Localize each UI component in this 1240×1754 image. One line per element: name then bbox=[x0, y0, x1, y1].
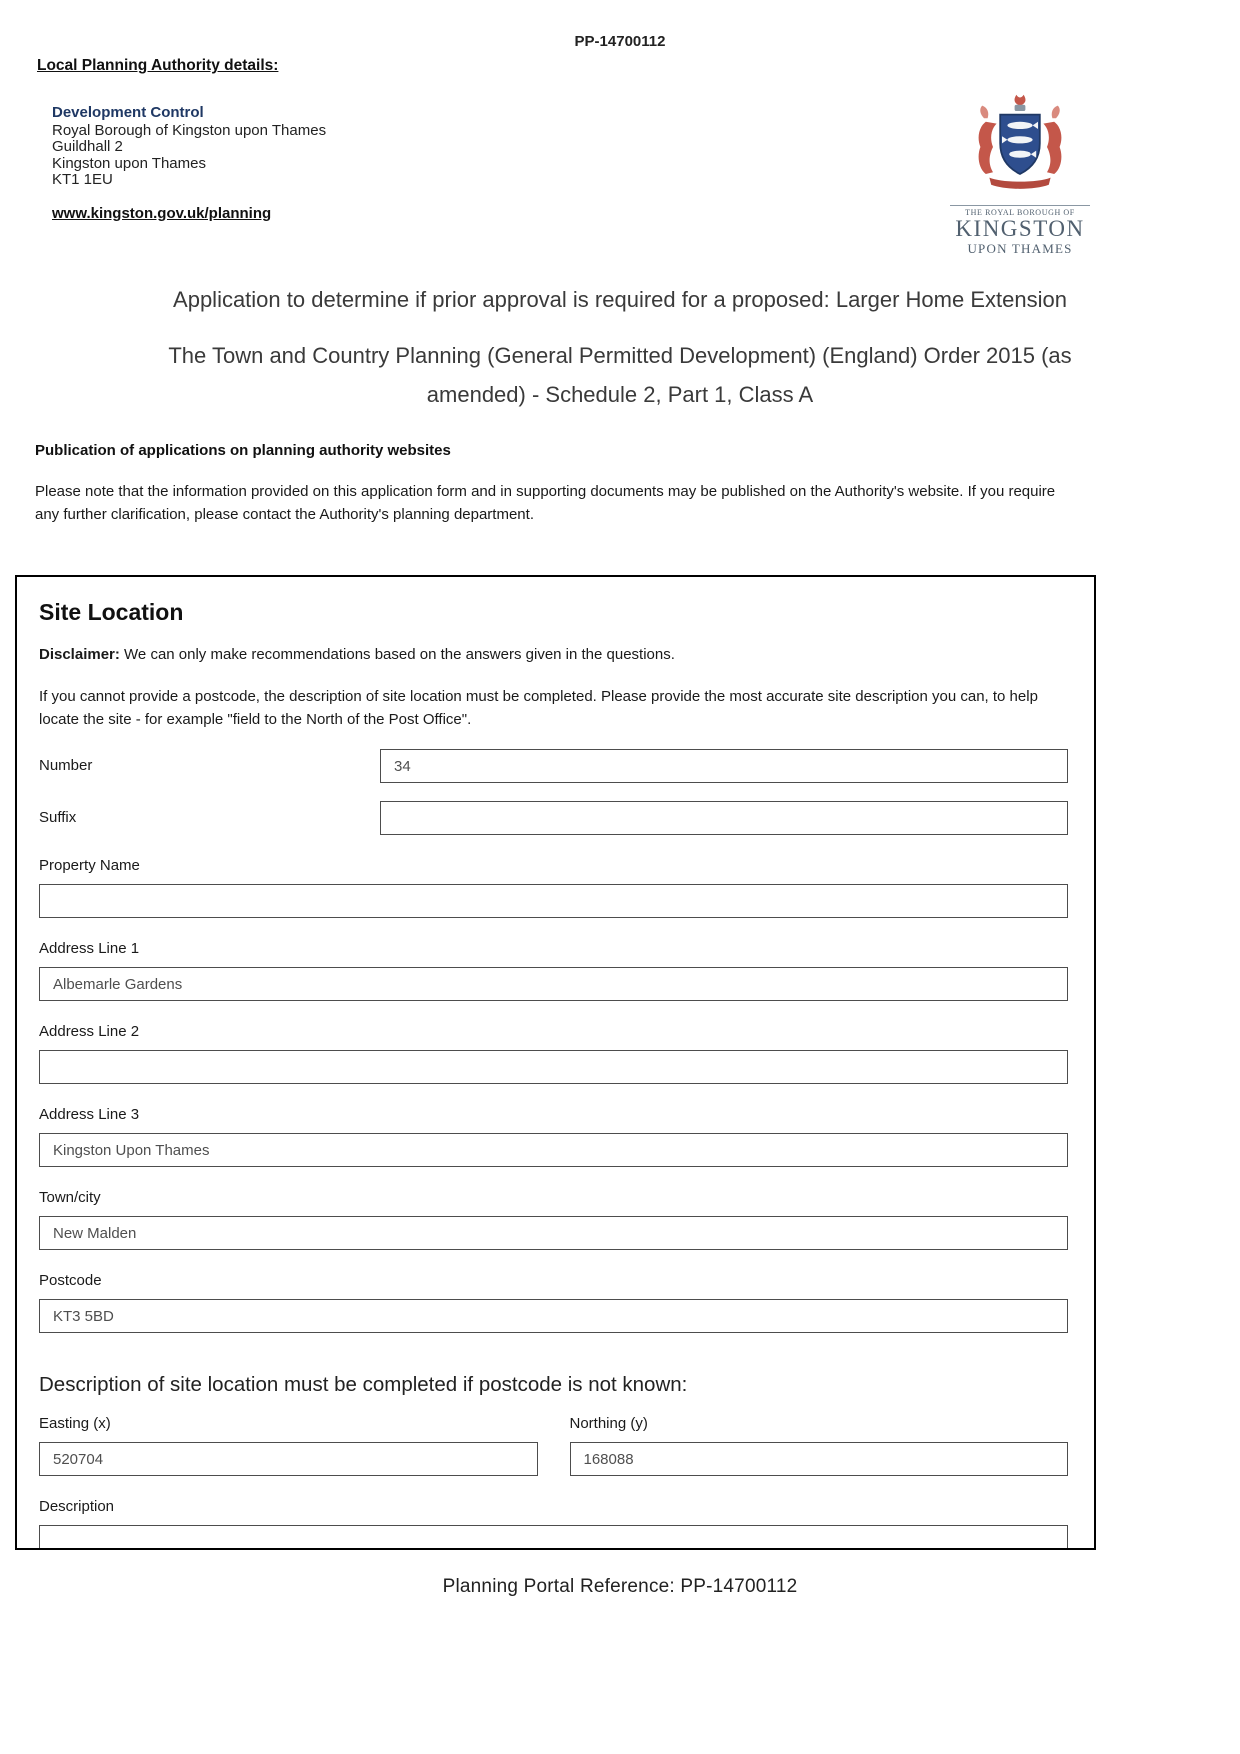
suffix-input[interactable] bbox=[380, 801, 1068, 835]
address-line-3-input[interactable] bbox=[39, 1133, 1068, 1167]
lpa-details-heading: Local Planning Authority details: bbox=[37, 57, 279, 74]
address-line-3-group bbox=[39, 1106, 1068, 1167]
disclaimer-body: We can only make recommendations based on the answers given in the questions. bbox=[119, 645, 675, 663]
logo-text-upon-thames: UPON THAMES bbox=[967, 241, 1073, 257]
authority-address-line-3: Kingston upon Thames bbox=[52, 154, 206, 172]
northing-group bbox=[570, 1415, 1069, 1476]
application-title: Application to determine if prior approval is required for a proposed: Larger Home Extension bbox=[173, 287, 1067, 313]
site-location-section bbox=[15, 575, 1096, 1550]
easting-group bbox=[39, 1415, 538, 1476]
address-line-2-label: Address Line 2 bbox=[39, 1023, 140, 1041]
disclaimer-text bbox=[39, 646, 1068, 663]
property-name-label: Property Name bbox=[39, 857, 140, 875]
postcode-input[interactable] bbox=[39, 1299, 1068, 1333]
description-input[interactable] bbox=[39, 1525, 1068, 1550]
easting-label: Easting (x) bbox=[39, 1415, 111, 1433]
address-line-1-group bbox=[39, 940, 1068, 1001]
property-name-group bbox=[39, 857, 1068, 918]
authority-address-line-2: Guildhall 2 bbox=[52, 138, 123, 155]
address-line-3-label: Address Line 3 bbox=[39, 1106, 140, 1124]
site-location-heading: Site Location bbox=[39, 598, 184, 625]
address-line-2-input[interactable] bbox=[39, 1050, 1068, 1084]
town-city-label: Town/city bbox=[39, 1189, 101, 1207]
logo-text-borough: THE ROYAL BOROUGH OF bbox=[950, 205, 1090, 217]
description-group bbox=[39, 1498, 1068, 1550]
logo-text-kingston: KINGSTON bbox=[955, 216, 1085, 241]
legislation-title: The Town and Country Planning (General Permitted Development) (England) Order 2015 (as amended) - Schedule 2, Part 1, Class A bbox=[168, 343, 1072, 407]
number-row bbox=[39, 749, 1068, 783]
address-line-1-input[interactable] bbox=[39, 967, 1068, 1001]
northing-input[interactable] bbox=[570, 1442, 1069, 1476]
application-reference: PP-14700112 bbox=[574, 33, 666, 50]
publication-heading: Publication of applications on planning authority websites bbox=[35, 442, 451, 460]
postcode-label: Postcode bbox=[39, 1272, 102, 1290]
property-name-input[interactable] bbox=[39, 884, 1068, 918]
disclaimer-label: Disclaimer: bbox=[39, 645, 120, 663]
suffix-label: Suffix bbox=[39, 809, 77, 827]
address-line-2-group bbox=[39, 1023, 1068, 1084]
kingston-crest-icon bbox=[966, 91, 1074, 203]
lpa-address-block bbox=[52, 105, 326, 257]
planning-website-link[interactable]: www.kingston.gov.uk/planning bbox=[52, 204, 272, 222]
publication-note: Please note that the information provided on this application form and in supporting documents may be published on the Authority's website. If you require any further clarification, please contact the Authority's planning department. bbox=[35, 483, 1056, 524]
address-line-1-label: Address Line 1 bbox=[39, 940, 140, 958]
authority-address-line-4: KT1 1EU bbox=[52, 171, 113, 188]
northing-label: Northing (y) bbox=[569, 1415, 648, 1433]
description-requirement-heading: Description of site location must be completed if postcode is not known: bbox=[39, 1373, 688, 1397]
postcode-group bbox=[39, 1272, 1068, 1333]
kingston-logo bbox=[950, 91, 1090, 257]
description-label: Description bbox=[39, 1498, 115, 1516]
site-location-intro: If you cannot provide a postcode, the description of site location must be completed. Please provide the most accurate site description you can, to help locate the site - for example "field to the North of the Post Office". bbox=[39, 687, 1038, 728]
town-city-group bbox=[39, 1189, 1068, 1250]
form-header bbox=[52, 105, 1090, 257]
number-label: Number bbox=[39, 757, 93, 775]
easting-input[interactable] bbox=[39, 1442, 538, 1476]
department-name: Development Control bbox=[52, 104, 204, 121]
authority-address-line-1: Royal Borough of Kingston upon Thames bbox=[52, 121, 327, 139]
coordinates-row bbox=[39, 1415, 1068, 1476]
portal-reference-footer: Planning Portal Reference: PP-14700112 bbox=[442, 1575, 798, 1597]
suffix-row bbox=[39, 801, 1068, 835]
number-input[interactable] bbox=[380, 749, 1068, 783]
town-city-input[interactable] bbox=[39, 1216, 1068, 1250]
